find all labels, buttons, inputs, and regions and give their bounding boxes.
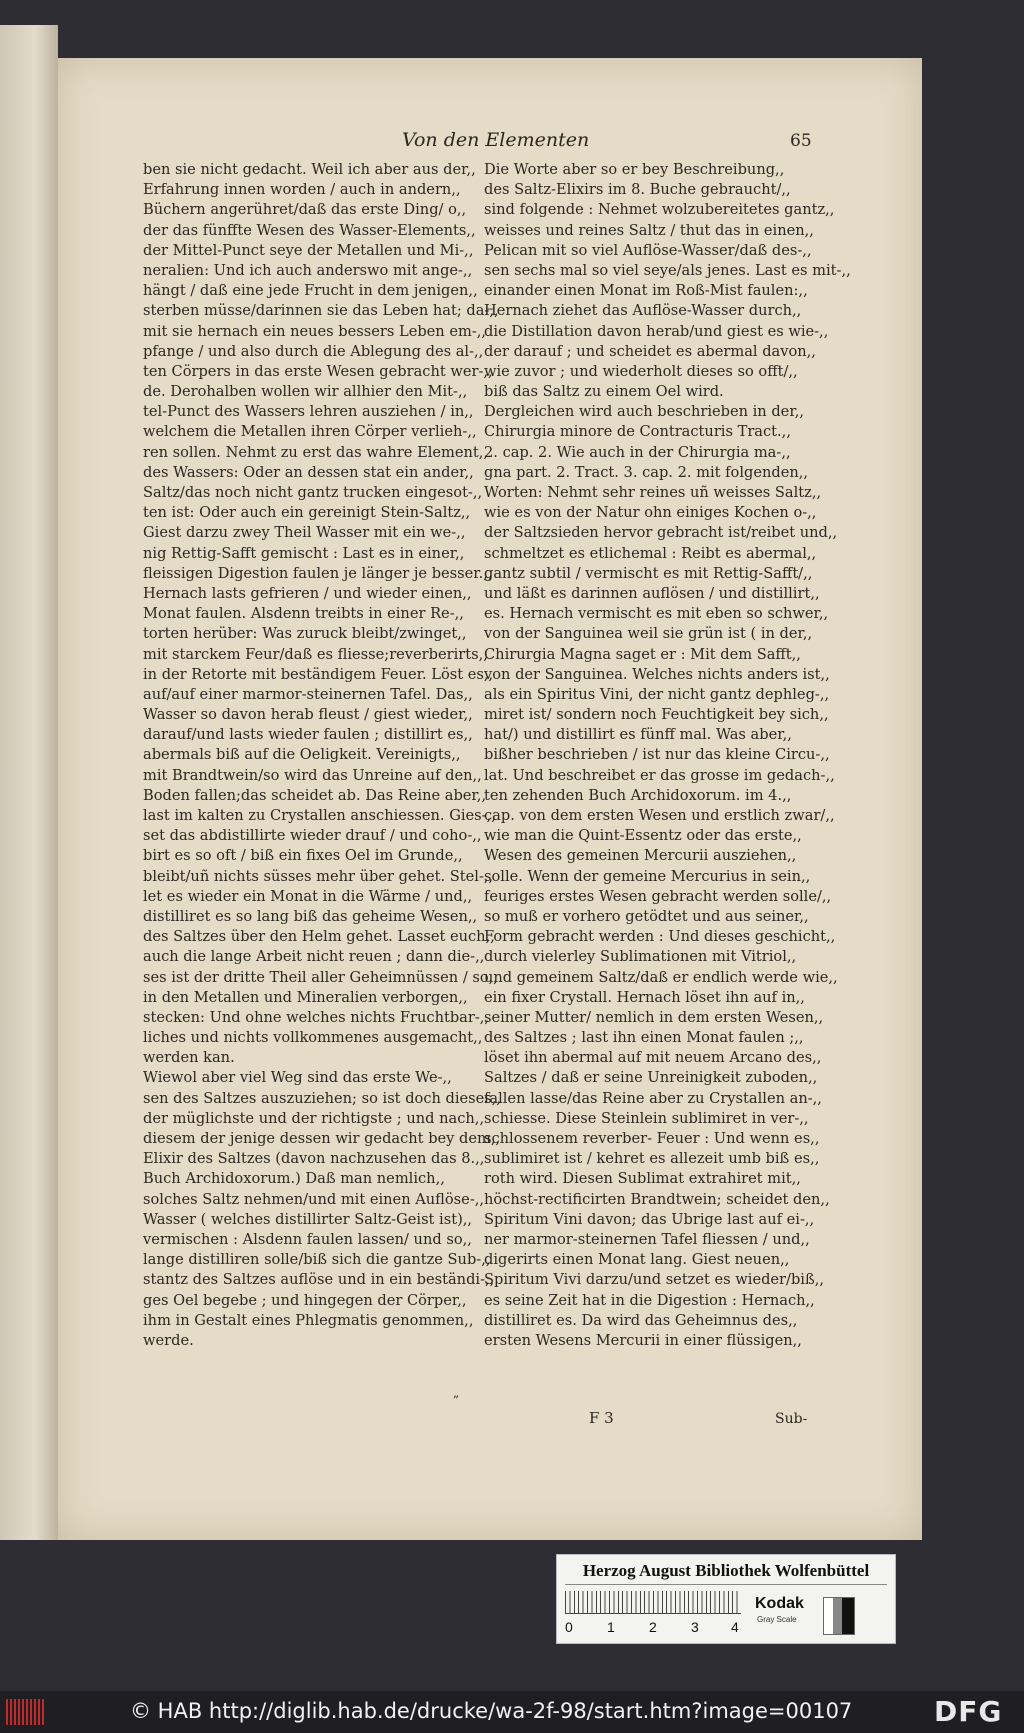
text-line: sterben müsse/darinnen sie das Leben hat; da-,, (143, 302, 499, 320)
text-line: hat/) und distillirt es fünff mal. Was aber,, (484, 726, 792, 744)
text-line: in der Retorte mit beständigem Feuer. Löst es,, (143, 665, 494, 683)
text-line: werden kan. (143, 1049, 235, 1067)
text-line: Elixir des Saltzes (davon nachzusehen das 8.,, (143, 1150, 485, 1168)
previous-page-edge (0, 25, 58, 1540)
text-line: sen sechs mal so viel seye/als jenes. Last es mit-,, (484, 261, 851, 279)
footer-bar (0, 1691, 1024, 1733)
text-line: ten Cörpers in das erste Wesen gebracht wer-,, (143, 362, 493, 380)
text-line: gantz subtil / vermischt es mit Rettig-Safft/,, (484, 564, 813, 582)
text-line: ses ist der dritte Theil aller Geheimnüssen / so,, (143, 968, 498, 986)
text-line: digerirts einen Monat lang. Giest neuen,, (484, 1251, 790, 1269)
text-line: miret ist/ sondern noch Feuchtigkeit bey sich,, (484, 706, 829, 724)
text-line: lat. Und beschreibet er das grosse im gedach-,, (484, 766, 835, 784)
text-line: werde. (143, 1331, 194, 1349)
text-line: de. Derohalben wollen wir allhier den Mit-,, (143, 383, 468, 401)
hab-logo-icon (6, 1699, 46, 1725)
text-line: und läßt es darinnen auflösen / und distillirt,, (484, 584, 820, 602)
text-line: hängt / daß eine jede Frucht in dem jenigen,, (143, 282, 478, 300)
text-line: der das fünffte Wesen des Wasser-Elements,, (143, 221, 476, 239)
text-line: auch die lange Arbeit nicht reuen ; dann die-,, (143, 948, 485, 966)
text-line: weisses und reines Saltz / thut das in einen,, (484, 221, 814, 239)
text-line: Chirurgia minore de Contracturis Tract.,, (484, 423, 791, 441)
text-line: ihm in Gestalt eines Phlegmatis genommen,, (143, 1311, 474, 1329)
text-line: diesem der jenige dessen wir gedacht bey dem,, (143, 1130, 501, 1147)
text-line: seiner Mutter/ nemlich in dem ersten Wesen,, (484, 1008, 824, 1026)
scale-number: 3 (691, 1619, 699, 1635)
text-line: welchem die Metallen ihren Cörper verlieh-,, (143, 423, 477, 441)
footer-citation: © HAB http://diglib.hab.de/drucke/wa-2f-98/start.htm?image=00107 (130, 1699, 853, 1723)
signature-mark: F 3 (589, 1409, 614, 1427)
text-line: last im kalten zu Crystallen anschiessen. Gies-,, (143, 807, 496, 824)
text-line: mit starckem Feur/daß es fliesse;reverberirts,, (143, 645, 488, 663)
dfg-logo: DFG (934, 1695, 1003, 1728)
text-line: Wasser ( welches distillirter Saltz-Geist ist),, (143, 1210, 473, 1228)
text-line: der darauf ; und scheidet es abermal davon,, (484, 342, 816, 360)
color-calibration-chart (556, 1554, 896, 1644)
text-line: Spiritum Vini davon; das Ubrige last auf ei-,, (484, 1210, 815, 1228)
text-line: schlossenem reverber- Feuer : Und wenn es,, (484, 1130, 820, 1147)
text-line: Pelican mit so viel Auflöse-Wasser/daß des-,, (484, 241, 812, 259)
text-line: feuriges erstes Wesen gebracht werden solle/,, (484, 887, 832, 905)
gray-swatch (823, 1597, 855, 1635)
text-line: 2. cap. 2. Wie auch in der Chirurgia ma-,, (484, 443, 791, 461)
text-line: der Mittel-Punct seye der Metallen und Mi-,, (143, 241, 474, 259)
kodak-brand: Kodak (755, 1595, 804, 1612)
scale-number: 2 (649, 1619, 657, 1635)
text-line: solle. Wenn der gemeine Mercurius in sein,, (484, 867, 811, 885)
scale-ticks (565, 1591, 741, 1614)
text-line: schiesse. Diese Steinlein sublimiret in ver-,, (484, 1109, 809, 1127)
text-line: auf/auf einer marmor-steinernen Tafel. Das,, (143, 685, 473, 703)
text-line: Die Worte aber so er bey Beschreibung,, (484, 161, 785, 178)
text-line: von der Sanguinea weil sie grün ist ( in der,, (484, 625, 813, 643)
text-line: höchst-rectificirten Brandtwein; scheidet den,, (484, 1190, 830, 1208)
text-line: als ein Spiritus Vini, der nicht gantz dephleg-,, (484, 685, 830, 703)
text-line: die Distillation davon herab/und giest es wie-,, (484, 322, 829, 340)
text-line: tel-Punct des Wassers lehren ausziehen / in,, (143, 403, 474, 421)
text-line: wie zuvor ; und wiederholt dieses so offt/,, (484, 362, 798, 380)
text-line: bleibt/uñ nichts süsses mehr über gehet. Stel-,, (143, 867, 494, 885)
text-line: wie man die Quint-Essentz oder das erste,, (484, 827, 802, 845)
text-line: ner marmor-steinernen Tafel fliessen / und,, (484, 1230, 810, 1248)
text-line: solches Saltz nehmen/und mit einen Auflöse-,, (143, 1190, 485, 1208)
text-line: darauf/und lasts wieder faulen ; distillirt es,, (143, 726, 473, 744)
text-line: Buch Archidoxorum.) Daß man nemlich,, (143, 1170, 445, 1188)
text-line: ren sollen. Nehmt zu erst das wahre Element,, (143, 443, 489, 461)
text-line: ges Oel begebe ; und hingegen der Cörper,, (143, 1291, 467, 1309)
text-line: birt es so oft / biß ein fixes Oel im Grunde,, (143, 847, 463, 865)
text-line: ben sie nicht gedacht. Weil ich aber aus der,, (143, 161, 476, 178)
text-line: sublimiret ist / kehret es allezeit umb biß es,, (484, 1150, 820, 1168)
text-line: biß das Saltz zu einem Oel wird. (484, 383, 724, 401)
text-line: einander einen Monat im Roß-Mist faulen:,, (484, 282, 808, 300)
text-line: Wesen des gemeinen Mercurii ausziehen,, (484, 847, 797, 865)
text-line: torten herüber: Was zuruck bleibt/zwinget,, (143, 625, 467, 643)
text-line: ein fixer Crystall. Hernach löset ihn auf in,, (484, 988, 805, 1006)
text-line: cap. von dem ersten Wesen und erstlich zwar/,, (484, 807, 835, 824)
text-line: set das abdistillirte wieder drauf / und coho-,, (143, 827, 482, 845)
text-line: löset ihn abermal auf mit neuem Arcano des,, (484, 1049, 822, 1067)
text-line: liches und nichts vollkommenes ausgemacht,, (143, 1029, 483, 1047)
scale-number: 4 (731, 1619, 739, 1635)
text-line: stecken: Und ohne welches nichts Fruchtbar-,, (143, 1008, 490, 1026)
text-line: Büchern angerühret/daß das erste Ding/ o,, (143, 201, 467, 219)
text-line: Saltz/das noch nicht gantz trucken eingesot-,, (143, 484, 483, 501)
text-line: Dergleichen wird auch beschrieben in der,, (484, 403, 804, 421)
text-line: mit Brandtwein/so wird das Unreine auf den,, (143, 766, 482, 784)
text-line: fallen lasse/das Reine aber zu Crystallen an-,, (484, 1089, 822, 1107)
text-line: roth wird. Diesen Sublimat extrahiret mit,, (484, 1170, 801, 1188)
text-line: Monat faulen. Alsdenn treibts in einer Re-,, (143, 605, 464, 623)
text-line: gna part. 2. Tract. 3. cap. 2. mit folgenden,, (484, 463, 809, 481)
text-line: ten ist: Oder auch ein gereinigt Stein-Saltz,, (143, 504, 471, 522)
text-line: sen des Saltzes auszuziehen; so ist doch dieses,, (143, 1089, 502, 1107)
gray-scale-label: Gray Scale (757, 1615, 797, 1624)
text-line: lange distilliren solle/biß sich die gantze Sub-,, (143, 1251, 491, 1269)
text-line: in den Metallen und Mineralien verborgen,, (143, 988, 468, 1006)
text-line: Hernach ziehet das Auflöse-Wasser durch,, (484, 302, 802, 320)
text-line: Giest darzu zwey Theil Wasser mit ein we-,, (143, 524, 466, 542)
text-line: neralien: Und ich auch anderswo mit ange-,, (143, 261, 473, 279)
text-line: Hernach lasts gefrieren / und wieder einen,, (143, 584, 472, 602)
text-line: wie es von der Natur ohn einiges Kochen o-,, (484, 504, 817, 522)
running-head: Von den Elementen (402, 129, 590, 151)
text-line: es seine Zeit hat in die Digestion : Hernach,, (484, 1291, 815, 1309)
text-line: vermischen : Alsdenn faulen lassen/ und so,, (143, 1230, 472, 1248)
text-line: mit sie hernach ein neues bessers Leben em-,, (143, 322, 487, 340)
text-line: ten zehenden Buch Archidoxorum. im 4.,, (484, 786, 792, 804)
left-text-column (143, 160, 501, 1351)
text-line: nig Rettig-Safft gemischt : Last es in einer,, (143, 544, 465, 562)
text-line: bißher beschrieben / ist nur das kleine Circu-,, (484, 746, 830, 764)
text-line: so muß er vorhero getödtet und aus seiner,, (484, 907, 809, 925)
text-line: Worten: Nehmt sehr reines uñ weisses Saltz,, (484, 484, 822, 501)
text-line: abermals biß auf die Oeligkeit. Vereinigts,, (143, 746, 461, 764)
right-text-column (484, 160, 851, 1351)
catchword: Sub- (775, 1411, 808, 1427)
text-line: distilliret es. Da wird das Geheimnus des,, (484, 1311, 798, 1329)
text-line: ersten Wesens Mercurii in einer flüssigen,, (484, 1331, 802, 1349)
text-line: Erfahrung innen worden / auch in andern,, (143, 181, 461, 199)
library-name: Herzog August Bibliothek Wolfenbüttel (565, 1561, 887, 1585)
text-line: fleissigen Digestion faulen je länger je besser.,, (143, 564, 493, 582)
text-line: Wasser so davon herab fleust / giest wieder,, (143, 706, 473, 724)
text-line: Form gebracht werden : Und dieses geschicht,, (484, 928, 836, 946)
text-line: Spiritum Vivi darzu/und setzet es wieder/biß,, (484, 1271, 824, 1289)
text-line: pfange / und also durch die Ablegung des al-,, (143, 342, 484, 360)
text-line: von der Sanguinea. Welches nichts anders ist,, (484, 665, 830, 683)
scale-number: 0 (565, 1619, 573, 1635)
text-line: des Wassers: Oder an dessen stat ein ander,, (143, 463, 474, 481)
text-line: sind folgende : Nehmet wolzubereitetes gantz,, (484, 201, 835, 219)
text-line: Boden fallen;das scheidet ab. Das Reine aber,, (143, 786, 487, 804)
text-line: Saltzes / daß er seine Unreinigkeit zuboden,, (484, 1069, 818, 1087)
text-line: der Saltzsieden hervor gebracht ist/reibet und,, (484, 524, 838, 542)
measurement-scale (565, 1591, 741, 1639)
text-line: durch vielerley Sublimationen mit Vitriol,, (484, 948, 797, 966)
text-line: des Saltz-Elixirs im 8. Buche gebraucht/,, (484, 181, 791, 199)
column-end-mark: „ (453, 1386, 460, 1400)
text-line: es. Hernach vermischt es mit eben so schwer,, (484, 605, 829, 623)
text-line: der müglichste und der richtigste ; und nach,, (143, 1109, 485, 1127)
text-line: schmeltzet es etlichemal : Reibt es abermal,, (484, 544, 817, 562)
text-line: Chirurgia Magna saget er : Mit dem Safft,, (484, 645, 801, 663)
text-line: distilliret es so lang biß das geheime Wesen,, (143, 907, 478, 925)
scale-number: 1 (607, 1619, 615, 1635)
text-line: Wiewol aber viel Weg sind das erste We-,, (143, 1069, 452, 1087)
text-line: stantz des Saltzes auflöse und in ein beständi-,, (143, 1271, 495, 1289)
text-line: des Saltzes über den Helm gehet. Lasset euch,, (143, 928, 495, 946)
text-line: des Saltzes ; last ihn einen Monat faulen ;,, (484, 1029, 804, 1047)
page-number: 65 (790, 131, 812, 151)
text-line: und gemeinem Saltz/daß er endlich werde wie,, (484, 968, 838, 986)
text-line: let es wieder ein Monat in die Wärme / und,, (143, 887, 473, 905)
